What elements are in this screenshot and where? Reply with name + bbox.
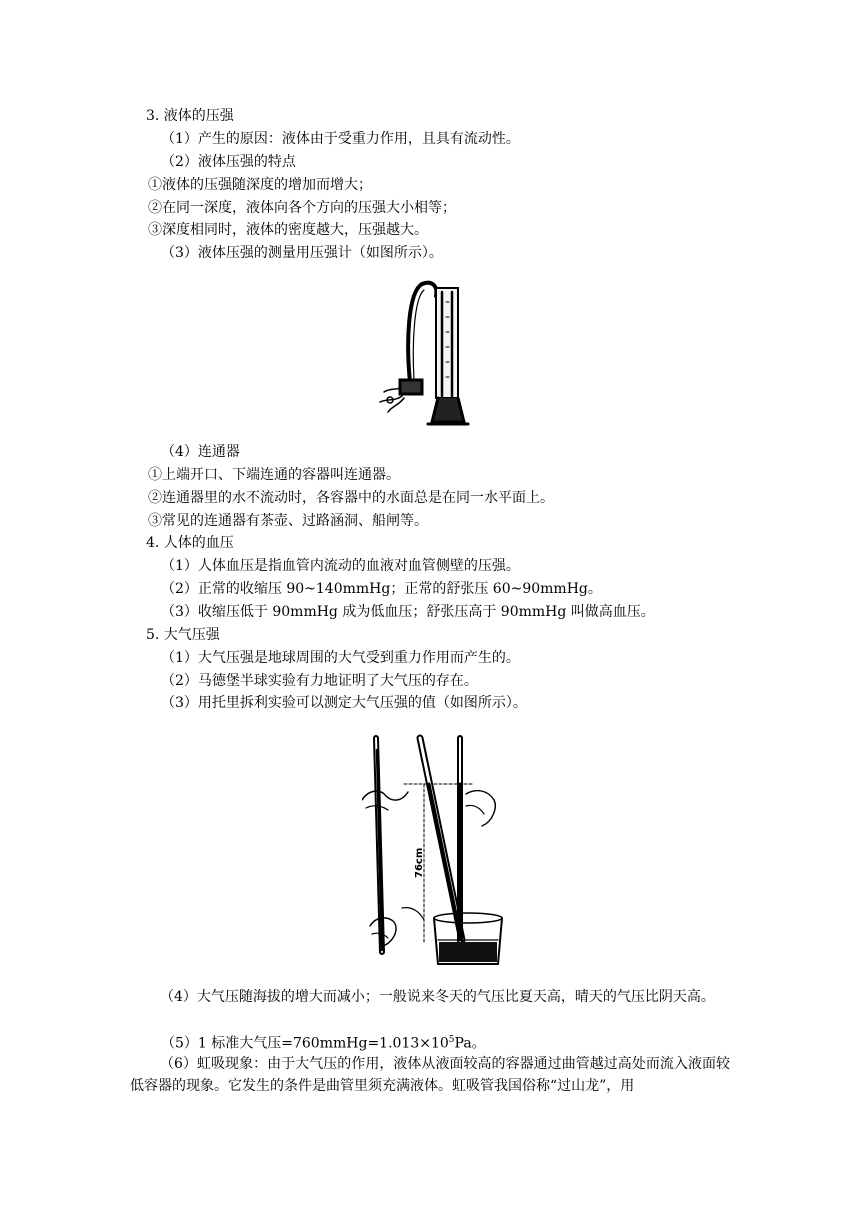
s3-vessel-2: ②连通器里的水不流动时，各容器中的水面总是在同一水平面上。 — [148, 490, 554, 506]
s5-item-6: （6）虹吸现象：由于大气压的作用，液体从液面较高的容器通过曲管越过高处而流入液面较低容器的现象。它发生的条件是曲管里须充满液体。虹吸管我国俗称“过山龙”，用 — [130, 1056, 730, 1094]
s3-feature-1: ①液体的压强随深度的增加而增大； — [148, 177, 372, 193]
s5-item-3: （3）用托里拆利实验可以测定大气压强的值（如图所示）。 — [161, 695, 527, 711]
height-label: 76cm — [414, 847, 425, 878]
section-5-heading: 5. 大气压强 — [146, 627, 220, 643]
s4-item-3: （3）收缩压低于 90mmHg 成为低血压；舒张压高于 90mmHg 叫做高血压。 — [161, 604, 655, 620]
s5-item-2: （2）马德堡半球实验有力地证明了大气压的存在。 — [161, 673, 478, 689]
s5-item-5-exponent: 5 — [448, 1035, 455, 1045]
s5-item-5-prefix: （5）1 标准大气压=760mmHg=1.013×10 — [161, 1035, 449, 1052]
section-4-heading: 4. 人体的血压 — [146, 535, 234, 551]
s4-item-2: （2）正常的收缩压 90~140mmHg；正常的舒张压 60~90mmHg。 — [161, 581, 602, 597]
s3-item-3: （3）液体压强的测量用压强计（如图所示）。 — [161, 245, 443, 261]
s3-item-2: （2）液体压强的特点 — [161, 154, 296, 170]
s3-vessel-3: ③常见的连通器有茶壶、过路涵洞、船闸等。 — [148, 513, 428, 529]
s3-item-4: （4）连通器 — [161, 444, 240, 460]
s3-feature-2: ②在同一深度，液体向各个方向的压强大小相等； — [148, 200, 456, 216]
torricelli-experiment-figure — [362, 730, 512, 970]
s5-item-1: （1）大气压强是地球周围的大气受到重力作用而产生的。 — [161, 650, 520, 666]
s3-vessel-1: ①上端开口、下端连通的容器叫连通器。 — [148, 467, 400, 483]
s5-item-5-suffix: Pa。 — [454, 1035, 486, 1052]
s3-item-1: （1）产生的原因：液体由于受重力作用，且具有流动性。 — [161, 131, 520, 147]
s3-feature-3: ③深度相同时，液体的密度越大，压强越大。 — [148, 222, 428, 238]
pressure-gauge-figure — [370, 272, 470, 432]
s4-item-1: （1）人体血压是指血管内流动的血液对血管侧壁的压强。 — [161, 558, 520, 574]
s5-item-5 — [161, 1030, 486, 1054]
section-3-heading: 3. 液体的压强 — [146, 108, 234, 124]
s5-item-4: （4）大气压随海拔的增大而减小；一般说来冬天的气压比夏天高，晴天的气压比阴天高。 — [160, 989, 715, 1005]
